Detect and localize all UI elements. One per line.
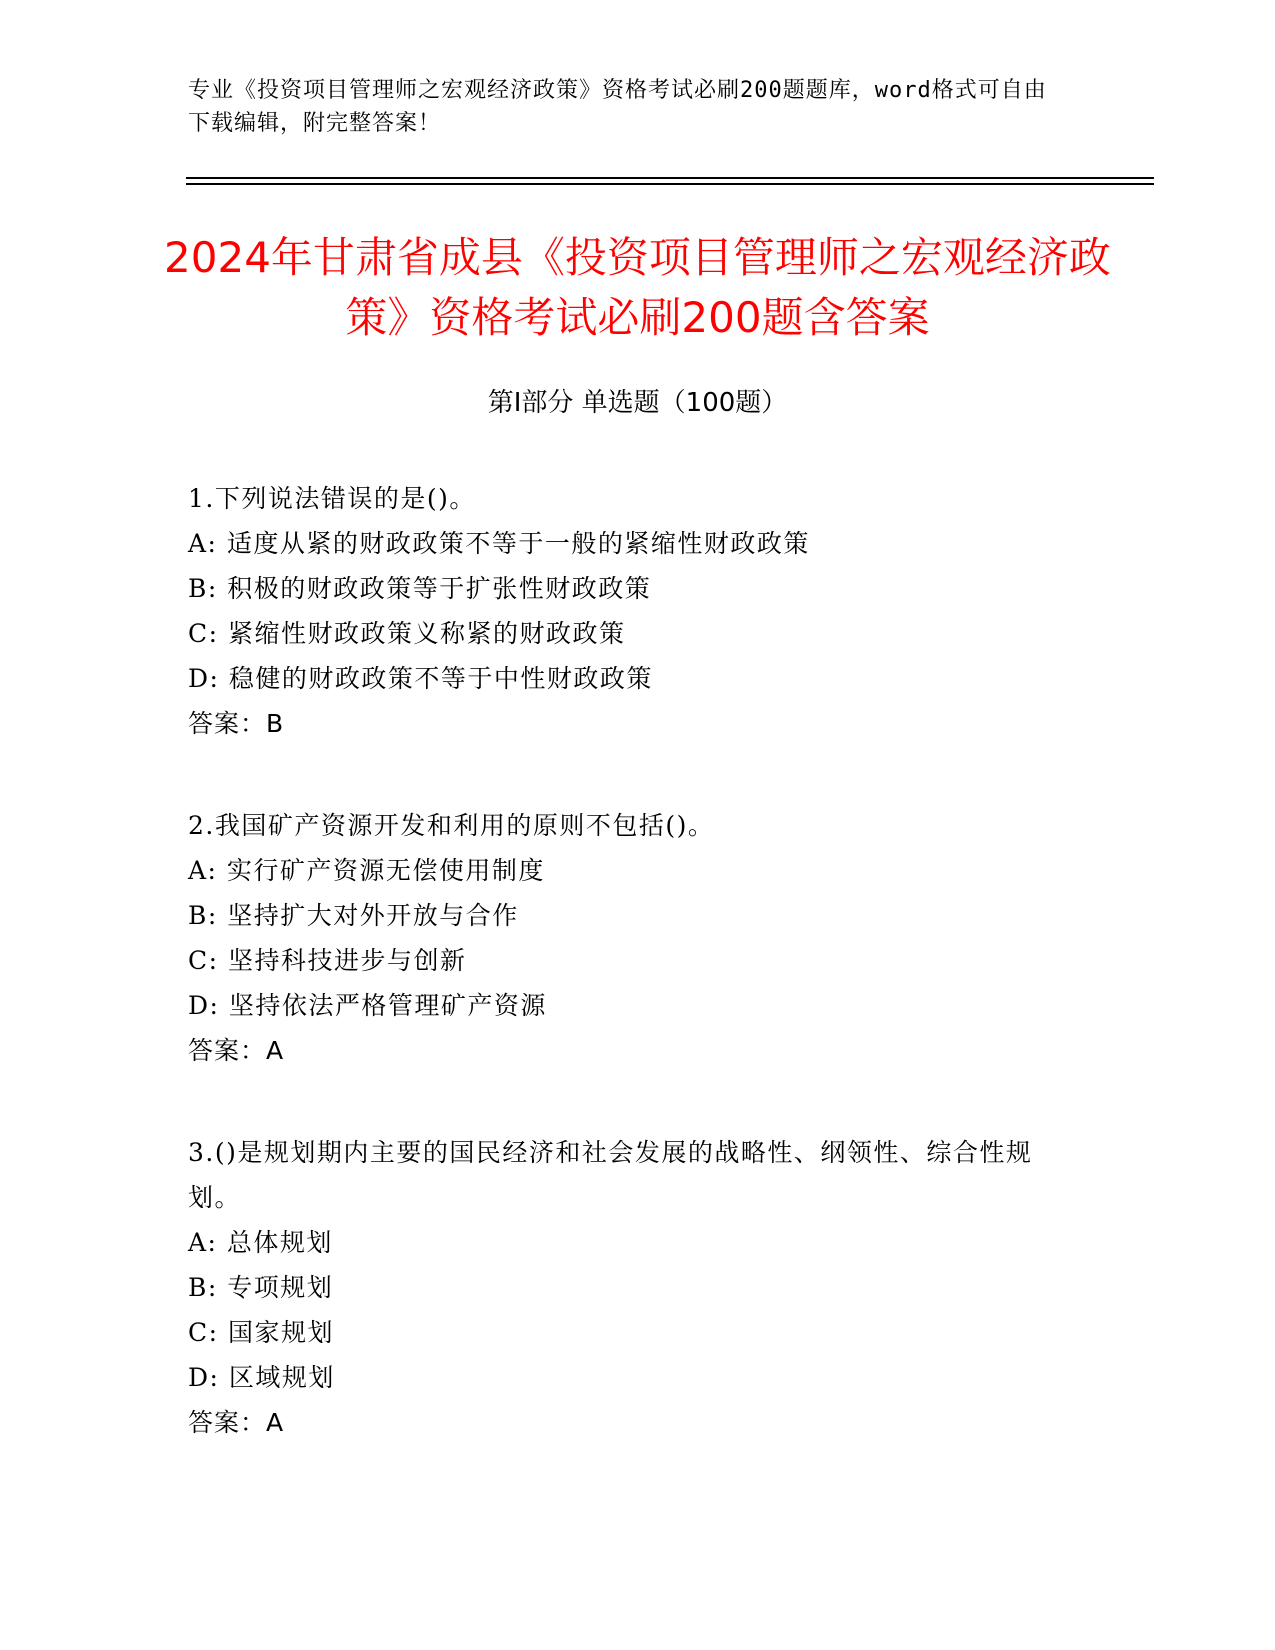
- header-divider-bottom: [186, 183, 1154, 185]
- option-a: A: 适度从紧的财政政策不等于一般的紧缩性财政政策: [188, 529, 810, 558]
- question-stem: 2.我国矿产资源开发和利用的原则不包括()。: [188, 811, 715, 840]
- option-c: C: 国家规划: [188, 1318, 334, 1347]
- answer: 答案：A: [188, 1408, 285, 1437]
- header-divider-top: [186, 177, 1154, 179]
- option-d: D: 稳健的财政政策不等于中性财政政策: [188, 664, 653, 693]
- option-b: B: 专项规划: [188, 1273, 334, 1302]
- answer: 答案：A: [188, 1036, 285, 1065]
- question-list: [188, 476, 1068, 1502]
- option-c: C: 紧缩性财政政策义称紧的财政政策: [188, 619, 626, 648]
- header-note: 专业《投资项目管理师之宏观经济政策》资格考试必刷200题题库，word格式可自由下载编辑，附完整答案！: [188, 78, 1047, 136]
- question-stem: 3.()是规划期内主要的国民经济和社会发展的战略性、纲领性、综合性规划。: [188, 1138, 1033, 1212]
- option-d: D: 区域规划: [188, 1363, 335, 1392]
- question-3: [188, 1130, 1068, 1445]
- option-c: C: 坚持科技进步与创新: [188, 946, 467, 975]
- answer: 答案：B: [188, 709, 285, 738]
- document-title: 2024年甘肃省成县《投资项目管理师之宏观经济政策》资格考试必刷200题含答案: [164, 233, 1111, 342]
- question-stem: 1.下列说法错误的是()。: [188, 484, 476, 513]
- section-title: 第I部分 单选题（100题）: [487, 388, 788, 418]
- option-b: B: 积极的财政政策等于扩张性财政政策: [188, 574, 652, 603]
- option-b: B: 坚持扩大对外开放与合作: [188, 901, 519, 930]
- question-1: [188, 476, 1068, 746]
- option-a: A: 总体规划: [188, 1228, 333, 1257]
- option-a: A: 实行矿产资源无偿使用制度: [188, 856, 545, 885]
- option-d: D: 坚持依法严格管理矿产资源: [188, 991, 547, 1020]
- question-2: [188, 803, 1068, 1073]
